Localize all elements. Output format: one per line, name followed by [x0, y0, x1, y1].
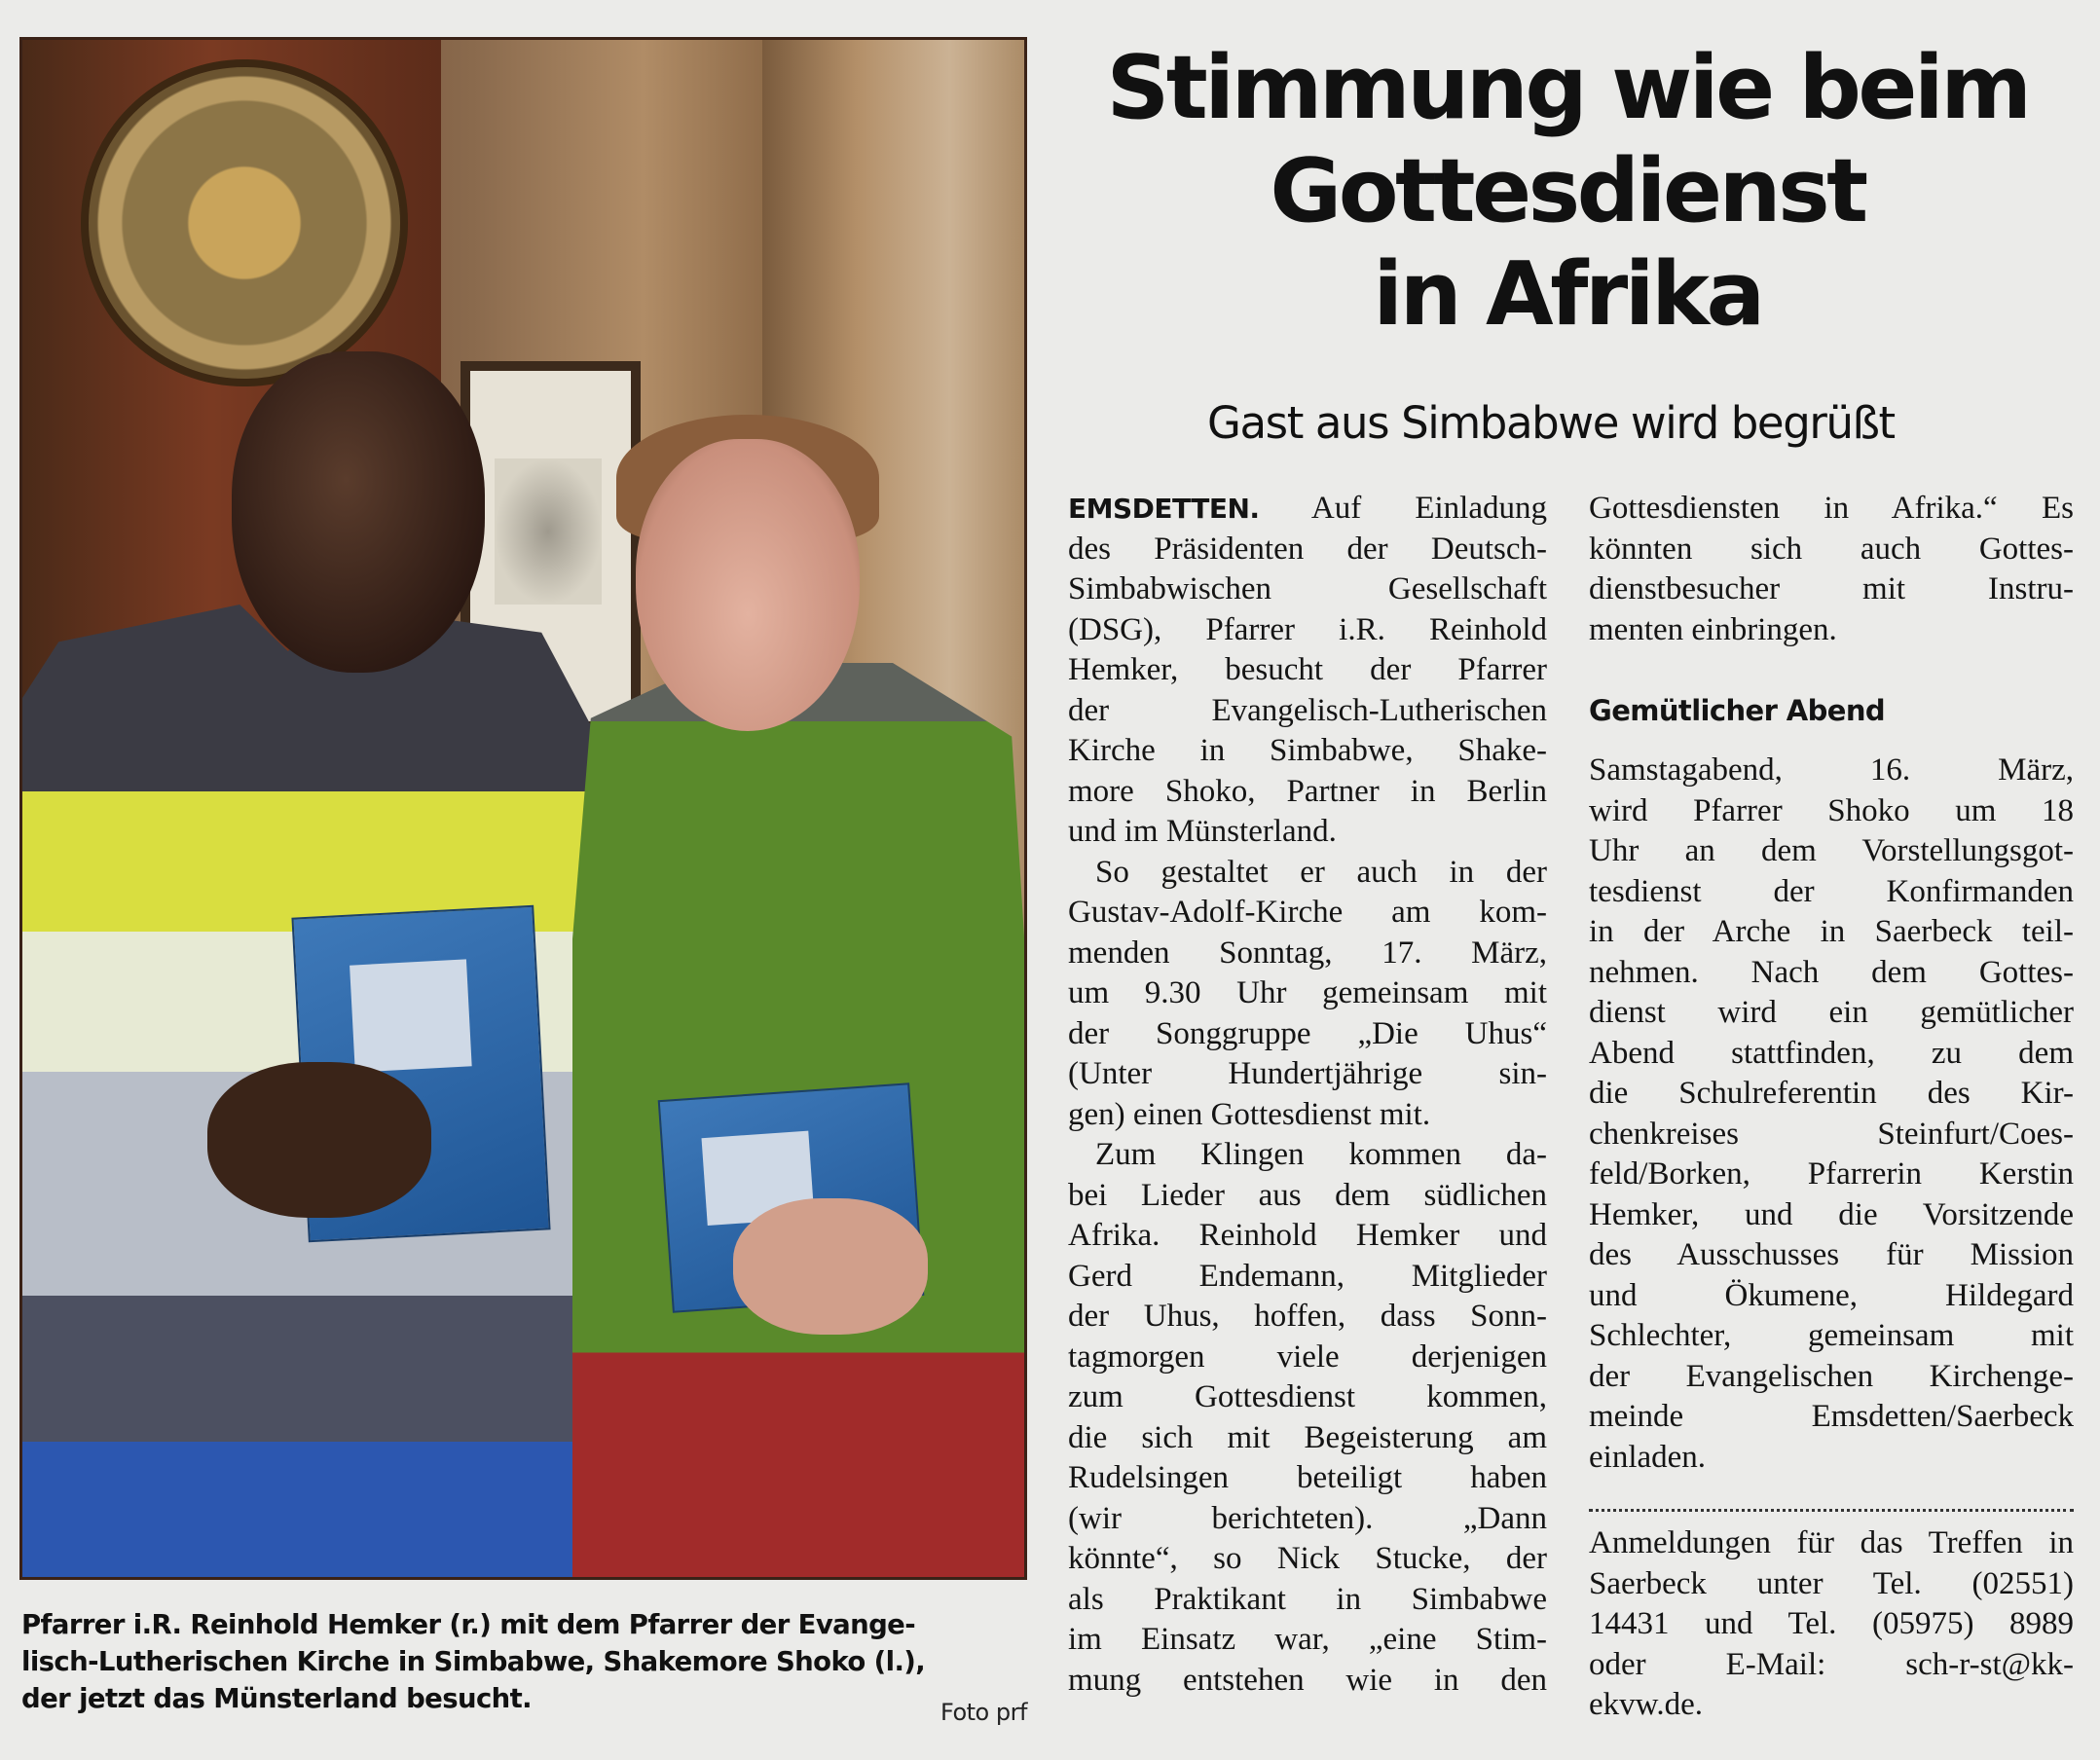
paragraph-gap: [1589, 650, 2074, 691]
hand-right: [733, 1198, 928, 1335]
body-text-line: als Praktikant in Simbabwe: [1068, 1581, 1547, 1617]
body-text-line: Uhr an dem Vorstellungsgot-: [1589, 833, 2074, 868]
body-text-line: (wir berichteten). „Dann: [1068, 1500, 1547, 1536]
body-text-line: bei Lieder aus dem südlichen: [1068, 1177, 1547, 1213]
body-text-line: der Evangelisch-Lutherischen: [1068, 692, 1547, 728]
article-column-1: [1068, 489, 1547, 1701]
section-subtitle: Gemütlicher Abend: [1589, 693, 1886, 727]
headline-line: Stimmung wie beim: [1106, 37, 2029, 139]
body-text-line: Hemker, besucht der Pfarrer: [1068, 652, 1547, 687]
body-text-line: könnte“, so Nick Stucke, der: [1068, 1541, 1547, 1576]
body-text-line: Hemker, und die Vorsitzende: [1589, 1196, 2074, 1232]
body-text-line: feld/Borken, Pfarrerin Kerstin: [1589, 1156, 2074, 1192]
article-column-2: [1589, 489, 2074, 1726]
head-right: [636, 439, 860, 731]
body-text-line: dienst wird ein gemütlicher: [1589, 995, 2074, 1030]
headline-line: in Afrika: [1373, 243, 1762, 346]
body-text-line: Anmeldungen für das Treffen in: [1589, 1525, 2074, 1560]
body-text-line: Rudelsingen beteiligt haben: [1068, 1460, 1547, 1495]
body-text-line: Schlechter, gemeinsam mit: [1589, 1318, 2074, 1353]
body-text-line: die Schulreferentin des Kir-: [1589, 1076, 2074, 1111]
body-text-line: und im Münsterland.: [1068, 814, 1337, 849]
body-text-line: im Einsatz war, „eine Stim-: [1068, 1622, 1547, 1657]
body-text-line: nehmen. Nach dem Gottes-: [1589, 954, 2074, 990]
body-text-line: einladen.: [1589, 1439, 1707, 1475]
body-text-line: Gustav-Adolf-Kirche am kom-: [1068, 895, 1547, 930]
body-text-line: der Uhus, hoffen, dass Sonn-: [1068, 1299, 1547, 1334]
body-text-line: tagmorgen viele derjenigen: [1068, 1338, 1547, 1375]
photo-credit: Foto prf: [940, 1699, 1027, 1726]
headline: [1032, 37, 2100, 347]
body-text-line: meinde Emsdetten/Saerbeck: [1589, 1399, 2074, 1434]
wall-clock: [81, 59, 408, 386]
body-text-line: gen) einen Gottesdienst mit.: [1068, 1096, 1431, 1132]
body-text-line: Abend stattfinden, zu dem: [1589, 1035, 2074, 1071]
body-text-line: menden Sonntag, 17. März,: [1068, 935, 1547, 971]
lead-line: [1068, 489, 1547, 530]
subheadline: Gast aus Simbabwe wird begrüßt: [1207, 397, 1895, 449]
lead-text: Auf Einladung: [1259, 491, 1547, 526]
body-text-line: Gottesdiensten in Afrika.“ Es: [1589, 491, 2074, 526]
body-text-line: der Evangelischen Kirchenge-: [1589, 1358, 2074, 1394]
body-text-line: menten einbringen.: [1589, 611, 1837, 647]
body-text-line: 14431 und Tel. (05975) 8989: [1589, 1606, 2074, 1641]
body-text-line: So gestaltet er auch in der: [1095, 854, 1547, 890]
body-text-line: des Präsidenten der Deutsch-: [1068, 531, 1547, 567]
body-text-line: Samstagabend, 16. März,: [1589, 752, 2074, 788]
body-text-line: Afrika. Reinhold Hemker und: [1068, 1218, 1547, 1253]
photo-caption: [21, 1606, 1029, 1717]
body-text-line: (DSG), Pfarrer i.R. Reinhold: [1068, 611, 1547, 647]
head-left: [232, 351, 485, 673]
body-text-line: die sich mit Begeisterung am: [1068, 1419, 1547, 1455]
body-text-line: wird Pfarrer Shoko um 18: [1589, 792, 2074, 828]
body-text-line: Zum Klingen kommen da-: [1095, 1137, 1547, 1172]
body-text-line: more Shoko, Partner in Berlin: [1068, 773, 1547, 809]
body-text-line: und Ökumene, Hildegard: [1589, 1277, 2074, 1313]
body-text-line: in der Arche in Saerbeck teil-: [1589, 914, 2074, 949]
body-text-line: oder E-Mail: sch-r-st@kk-: [1589, 1646, 2074, 1682]
body-text-line: Saerbeck unter Tel. (02551): [1589, 1565, 2074, 1601]
body-text-line: dienstbesucher mit Instru-: [1589, 571, 2074, 606]
body-text-line: Simbabwischen Gesellschaft: [1068, 571, 1547, 606]
body-text-line: ekvw.de.: [1589, 1687, 1703, 1722]
body-text-line: Gerd Endemann, Mitglieder: [1068, 1258, 1547, 1294]
caption-line: Pfarrer i.R. Reinhold Hemker (r.) mit dem Pfarrer der Evange-: [21, 1609, 916, 1640]
body-text-line: der Songgruppe „Die Uhus“: [1068, 1015, 1547, 1051]
headline-line: Gottesdienst: [1270, 140, 1865, 242]
dateline: EMSDETTEN.: [1068, 493, 1260, 525]
body-text-line: chenkreises Steinfurt/Coes-: [1589, 1116, 2074, 1152]
body-text-line: tesdienst der Konfirmanden: [1589, 873, 2074, 909]
hand-left: [207, 1062, 431, 1218]
article-photo: [19, 37, 1027, 1580]
dotted-separator: [1589, 1489, 2074, 1512]
body-text-line: des Ausschusses für Mission: [1589, 1237, 2074, 1272]
caption-line: lisch-Lutherischen Kirche in Simbabwe, Shakemore Shoko (l.),: [21, 1646, 926, 1677]
body-text-line: zum Gottesdienst kommen,: [1068, 1379, 1547, 1414]
body-text-line: könnten sich auch Gottes-: [1589, 531, 2074, 567]
paragraph-gap: [1589, 731, 2074, 751]
caption-line: der jetzt das Münsterland besucht.: [21, 1683, 533, 1714]
body-text-line: um 9.30 Uhr gemeinsam mit: [1068, 975, 1547, 1010]
body-text-line: Kirche in Simbabwe, Shake-: [1068, 733, 1547, 768]
body-text-line: mung entstehen wie in den: [1068, 1662, 1547, 1698]
body-text-line: (Unter Hundertjährige sin-: [1068, 1056, 1547, 1091]
